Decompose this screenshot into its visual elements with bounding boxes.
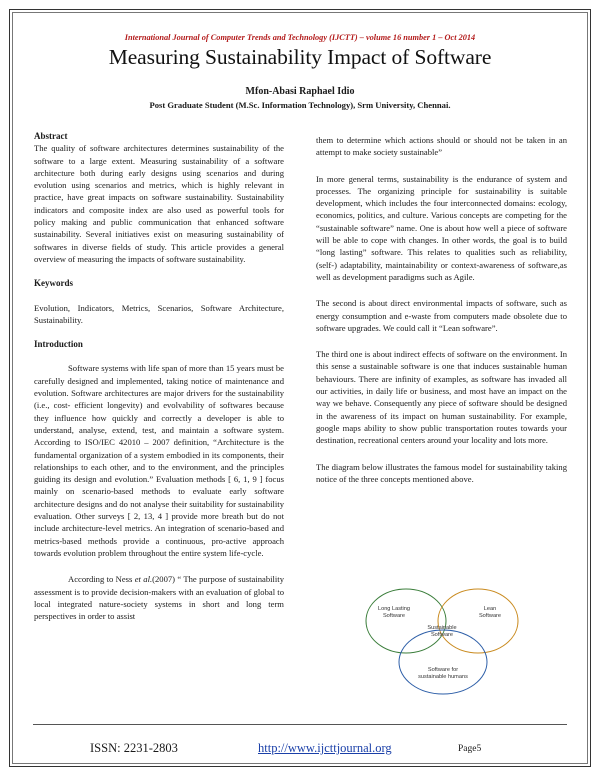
lean-label-2: Software xyxy=(478,613,502,619)
keywords-heading: Keywords xyxy=(34,278,73,289)
bottom-label-1: Software for xyxy=(427,667,459,673)
author-name: Mfon-Abasi Raphael Idio xyxy=(245,86,355,97)
introduction-paragraph-2 xyxy=(34,573,284,622)
bottom-label-2: sustainable humans xyxy=(418,674,468,680)
ness-citation-prefix: According to Ness xyxy=(68,574,135,585)
left-column xyxy=(34,130,284,622)
footer-issn: ISSN: 2231-2803 xyxy=(90,741,178,755)
footer-page-number: Page5 xyxy=(458,744,482,754)
keywords-text: Evolution, Indicators, Metrics, Scenarios, Software Architecture, Sustainability. xyxy=(34,302,284,325)
long-lasting-label-2: Software xyxy=(382,613,406,619)
right-paragraph-2: The second is about direct environmental impacts of software, such as energy consumption and e-waste from computers made obsolete due to software upgrades. We could call it “Lean software”. xyxy=(316,298,567,333)
author-affiliation: Post Graduate Student (M.Sc. Information Technology), Srm University, Chennai. xyxy=(149,100,451,110)
continued-paragraph: them to determine which actions should or should not be taken in an attempt to make society sustainable” xyxy=(316,135,567,158)
sustainable-humans-circle xyxy=(399,630,487,694)
et-al: et al. xyxy=(134,574,153,585)
introduction-paragraph-1: Software systems with life span of more than 15 years must be carefully designed and implemented, taking notice of maintenance and evolution. Software architectures are major drivers for the sustainability (i.e., cost- efficient longevity) and evolvability of softwares because they influence how quickly and correctly a developer is able to understand, analyse, extend, test, and maintain a software system. According to ISO/IEC 42010 – 2007 definition, “Architecture is the fundamental organization of a system embodied in its components, their relationships to each other, and to the environment, and the principles guiding its design and evolution.” Evaluation methods [ 6, 1, 9 ] focus mainly on scenario-based methods to evaluate early software architecture designs and do not analyse their suitability for sustainability evaluation. Other surveys [ 2, 13, 4 ] provide more breath but do not include architecture-level metrics. An integration of scenario-based and metrics-based methods provide a continuous, pro-active approach towards evolution problem throughout the entire system life-cycle. xyxy=(34,363,284,558)
footer-url-link[interactable]: http://www.ijcttjournal.org xyxy=(258,741,392,755)
right-paragraph-4: The diagram below illustrates the famous model for sustainability taking notice of the three concepts mentioned above. xyxy=(316,461,567,484)
abstract-text: The quality of software architectures determines sustainability of the software to a large extent. Measuring sustainability of a software architecture both during early designs using scenarios and during evolution using scenarios and metrics, which is highly relevant in practice, have great impacts on software sustainability. Sustainability indicators and composite index are also used as powerful tools for policy making and public communication that enhanced software sustainability. Several initiatives exist on measuring sustainability of softwares in diverse fields of study. This article provides a general overview of measuring the impacts of software sustainability. xyxy=(34,143,284,264)
introduction-heading: Introduction xyxy=(34,339,83,350)
ness-citation-text: (2007) “ The purpose of sustainability assessment is to provide decision-makers with an evaluation of global to local integrated nature-society systems in short and long term perspectives in order to assist xyxy=(34,574,284,622)
paper-title: Measuring Sustainability Impact of Software xyxy=(108,45,492,69)
lean-label-1: Lean xyxy=(483,606,497,612)
journal-header: International Journal of Computer Trends and Technology (IJCTT) – volume 16 number 1 – Oct 2014 xyxy=(124,33,476,42)
center-label-1: Sustainable xyxy=(427,625,457,631)
sustainability-venn-diagram xyxy=(354,578,532,700)
right-paragraph-3: The third one is about indirect effects of software on the environment. In this sense a sustainable software is one that induces sustainable human behaviours. There are infinity of examples, as software has invaded all our activities, in daily life or business, and most have an impact on the way we behave. Consequently any piece of software should be designed in the awareness of its impact on human sustainability. For example, google maps ability to show public transportation routes towards your destination, recreational centers around your locality and lots more. xyxy=(316,349,567,446)
lean-software-circle xyxy=(438,589,518,653)
right-paragraph-1: In more general terms, sustainability is the endurance of system and processes. The organizing principle for sustainability is suitable development, which includes the four interconnected domains: ecology, economics, politics, and culture. Various concepts are competing for the “sustainable software” name. One is about how well a piece of software will be able to cope with changes. In other words, the goal is to build “long lasting” software. This relates to qualities such as reliability, (self-) adaptability, maintainability or context-awareness of software,as well as development paradigms such as Agile. xyxy=(316,173,567,282)
abstract-heading: Abstract xyxy=(34,131,68,141)
footer-rule xyxy=(33,724,567,725)
long-lasting-circle xyxy=(366,589,446,653)
center-label-2: Software xyxy=(430,632,454,638)
right-column xyxy=(316,134,567,485)
long-lasting-label-1: Long Lasting xyxy=(377,606,411,612)
